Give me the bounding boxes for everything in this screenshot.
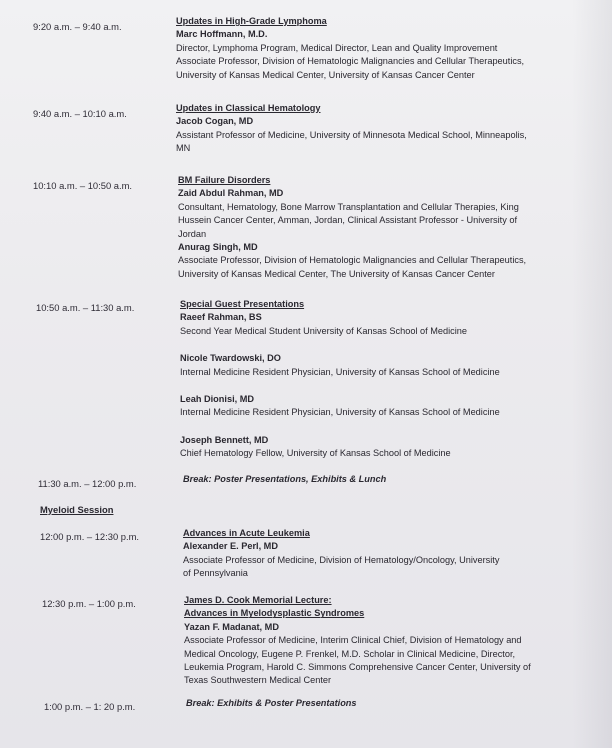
speaker-affiliation: Hussein Cancer Center, Amman, Jordan, Clinical Assistant Professor - University of (178, 215, 518, 226)
speaker-name: Yazan F. Madanat, MD (184, 621, 279, 632)
speaker-affiliation: Chief Hematology Fellow, University of Kansas School of Medicine (180, 448, 451, 459)
speaker-name: Anurag Singh, MD (178, 242, 258, 253)
break-label: Break: Poster Presentations, Exhibits & Lunch (183, 474, 387, 484)
speaker-affiliation: University of Kansas Medical Center, University of Kansas Cancer Center (176, 69, 475, 80)
session-title: Updates in High-Grade Lymphoma (176, 16, 327, 26)
session-time: 12:30 p.m. – 1:00 p.m. (42, 598, 136, 609)
session-block (176, 102, 527, 156)
break-label: Break: Exhibits & Poster Presentations (186, 698, 357, 708)
session-title: Advances in Acute Leukemia (183, 528, 310, 538)
speaker-affiliation: Associate Professor, Division of Hematologic Malignancies and Cellular Therapeutics, (176, 56, 525, 67)
session-block (176, 15, 524, 82)
speaker-name: Alexander E. Perl, MD (183, 541, 278, 552)
session-time: 10:10 a.m. – 10:50 a.m. (33, 180, 133, 191)
speaker-name: Marc Hoffmann, M.D. (176, 29, 268, 40)
speaker-affiliation: University of Kansas Medical Center, The University of Kansas Cancer Center (178, 268, 495, 279)
speaker-affiliation: Associate Professor of Medicine, Division of Hematology/Oncology, University (183, 554, 500, 565)
session-block (183, 527, 499, 581)
speaker-affiliation: Internal Medicine Resident Physician, University of Kansas School of Medicine (180, 366, 500, 377)
session-time: 10:50 a.m. – 11:30 a.m. (36, 302, 135, 313)
speaker-affiliation: MN (176, 143, 191, 154)
speaker-affiliation: Director, Lymphoma Program, Medical Director, Lean and Quality Improvement (176, 42, 498, 53)
session-time: 11:30 a.m. – 12:00 p.m. (38, 478, 137, 489)
speaker-name: Nicole Twardowski, DO (180, 353, 281, 364)
session-title: James D. Cook Memorial Lecture: (184, 595, 332, 605)
speaker-affiliation: of Pennsylvania (183, 568, 248, 579)
speaker-affiliation: Internal Medicine Resident Physician, University of Kansas School of Medicine (180, 407, 500, 418)
speaker-name: Raeef Rahman, BS (180, 312, 262, 323)
session-time: 1:00 p.m. – 1: 20 p.m. (44, 701, 136, 712)
session-time: 9:40 a.m. – 10:10 a.m. (33, 108, 127, 119)
speaker-name: Joseph Bennett, MD (180, 434, 269, 445)
speaker-affiliation: Consultant, Hematology, Bone Marrow Transplantation and Cellular Therapies, King (178, 201, 519, 212)
speaker-affiliation: Assistant Professor of Medicine, University of Minnesota Medical School, Minneapolis, (176, 129, 527, 140)
session-time: 9:20 a.m. – 9:40 a.m. (33, 21, 122, 32)
speaker-affiliation: Leukemia Program, Harold C. Simmons Comprehensive Cancer Center, University of (184, 662, 531, 673)
session-title: BM Failure Disorders (178, 175, 271, 185)
speaker-affiliation: Medical Oncology, Eugene P. Frenkel, M.D. Scholar in Clinical Medicine, Director, (184, 648, 516, 659)
session-heading: Myeloid Session (40, 504, 114, 515)
session-title: Updates in Classical Hematology (176, 103, 321, 113)
speaker-name: Leah Dionisi, MD (180, 394, 255, 405)
session-subtitle: Advances in Myelodysplastic Syndromes (184, 608, 365, 619)
speaker-name: Jacob Cogan, MD (176, 116, 254, 127)
session-block (178, 174, 526, 281)
speaker-affiliation: Second Year Medical Student University of Kansas School of Medicine (180, 325, 468, 336)
speaker-affiliation: Associate Professor of Medicine, Interim Clinical Chief, Division of Hematology and (184, 635, 522, 646)
session-block (180, 298, 500, 461)
session-title: Special Guest Presentations (180, 299, 305, 309)
break-block (183, 473, 386, 486)
speaker-name: Zaid Abdul Rahman, MD (178, 188, 284, 199)
session-time: 12:00 p.m. – 12:30 p.m. (40, 531, 140, 542)
session-block (184, 594, 531, 688)
speaker-affiliation: Associate Professor, Division of Hematologic Malignancies and Cellular Therapeutics, (178, 255, 527, 266)
speaker-affiliation: Texas Southwestern Medical Center (184, 675, 332, 686)
speaker-affiliation: Jordan (178, 228, 207, 239)
break-block (186, 697, 357, 710)
